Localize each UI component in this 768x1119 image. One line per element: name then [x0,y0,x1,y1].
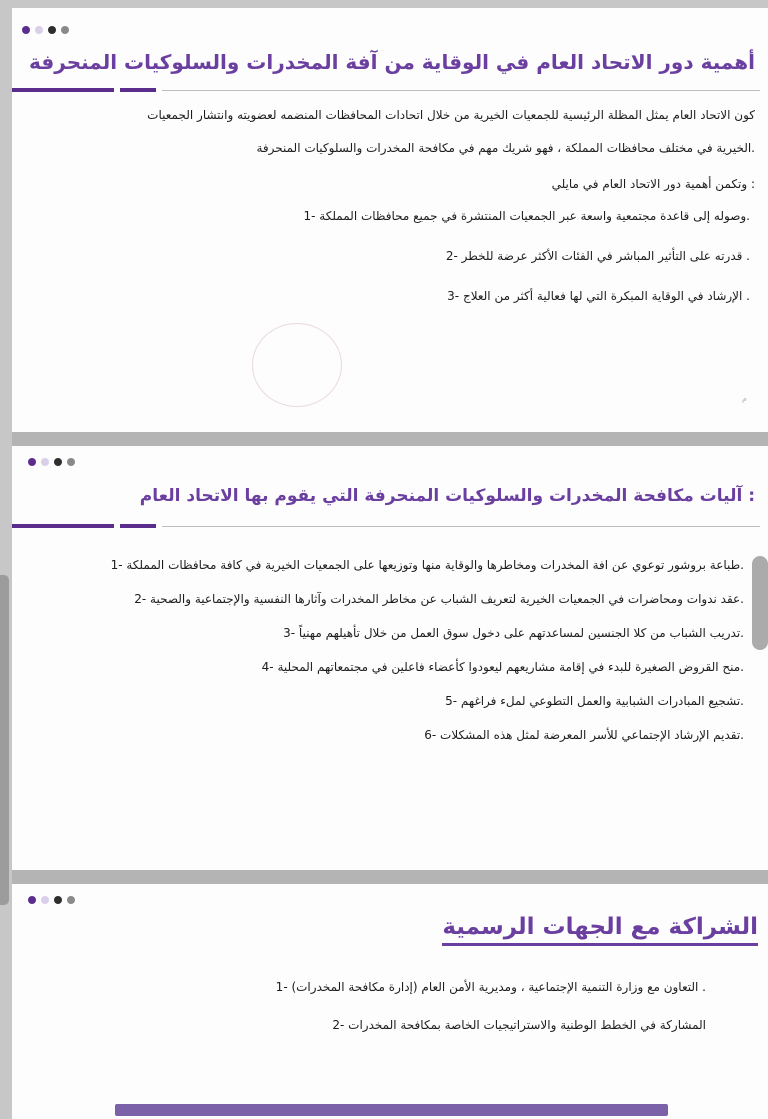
slide2-title: : آليات مكافحة المخدرات والسلوكيات المنحرفة التي يقوم بها الاتحاد العام [139,486,755,506]
scrollbar-thumb[interactable] [752,556,768,650]
title-underline-segment [120,88,156,92]
title-underline-segment [12,524,114,528]
progress-dot-icon [41,458,49,466]
list-item: .تدريب الشباب من كلا الجنسين لمساعدتهم على دخول سوق العمل من خلال تأهيلهم مهنياً -3 [283,626,744,640]
list-item: .عقد ندوات ومحاضرات في الجمعيات الخيرية لتعريف الشباب عن مخاطر المخدرات وآثارها النفسية والإجتماعية والصحية -2 [134,592,744,606]
progress-dot-icon [61,26,69,34]
list-item: .منح القروض الصغيرة للبدء في إقامة مشاريعهم ليعودوا كأعضاء فاعلين في مجتمعاتهم المحلية -4 [261,660,744,674]
slide-3 [12,884,768,1119]
progress-dot-icon [54,896,62,904]
progress-dot-icon [22,26,30,34]
slide-progress-dots [28,458,75,466]
list-item: المشاركة في الخطط الوطنية والاستراتيجيات الخاصة بمكافحة المخدرات -2 [332,1018,706,1032]
slide-1 [12,8,768,432]
title-rule [162,90,760,91]
progress-dot-icon [41,896,49,904]
list-item: . التعاون مع وزارة التنمية الإجتماعية ، ومديرية الأمن العام (إدارة مكافحة المخدرات) -1 [275,980,706,994]
title-underline-segment [120,524,156,528]
list-item: .تشجيع المبادرات الشبابية والعمل التطوعي لملء فراغهم -5 [445,694,744,708]
title-rule [162,526,760,527]
progress-dot-icon [67,458,75,466]
next-slide-decorative-bar [115,1104,668,1116]
slide3-title-text: الشراكة مع الجهات الرسمية [442,914,758,946]
page-top-margin [0,0,768,8]
progress-dot-icon [28,896,36,904]
progress-dot-icon [35,26,43,34]
progress-dot-icon [54,458,62,466]
slide1-title: أهمية دور الاتحاد العام في الوقاية من آفة المخدرات والسلوكيات المنحرفة [29,50,755,74]
slide1-paragraph-line-1: كون الاتحاد العام يمثل المظلة الرئيسية للجمعيات الخيرية من خلال اتحادات المحافظات المنضمه لعضويته وانتشار الجمعيات [147,108,755,122]
title-underline-segment [12,88,114,92]
faint-watermark-circle [252,323,342,407]
tiny-page-artifact: م [742,394,747,403]
left-scrollbar-segment [0,575,9,905]
list-item: .وصوله إلى قاعدة مجتمعية واسعة عبر الجمعيات المنتشرة في جميع محافظات المملكة -1 [303,209,750,223]
list-item: .تقديم الإرشاد الإجتماعي للأسر المعرضة لمثل هذه المشكلات -6 [424,728,744,742]
slide1-intro-line: : وتكمن أهمية دور الاتحاد العام في مايلي [551,177,755,191]
slide3-title [442,914,758,940]
progress-dot-icon [67,896,75,904]
progress-dot-icon [48,26,56,34]
list-item: .طباعة بروشور توعوي عن افة المخدرات ومخاطرها والوقاية منها وتوزيعها على الجمعيات الخيرية في كافة محافظات المملكة -1 [110,558,744,572]
progress-dot-icon [28,458,36,466]
list-item: . الإرشاد في الوقاية المبكرة التي لها فعالية أكثر من العلاج -3 [447,289,750,303]
slide1-paragraph-line-2: .الخيرية في مختلف محافظات المملكة ، فهو شريك مهم في مكافحة المخدرات والسلوكيات المنحرفة [256,141,755,155]
slide-progress-dots [28,896,75,904]
slide-progress-dots [22,26,69,34]
slide-2 [12,446,768,870]
page-left-margin [0,0,12,1119]
list-item: . قدرته على التأثير المباشر في الفئات الأكثر عرضة للخطر -2 [445,249,750,263]
